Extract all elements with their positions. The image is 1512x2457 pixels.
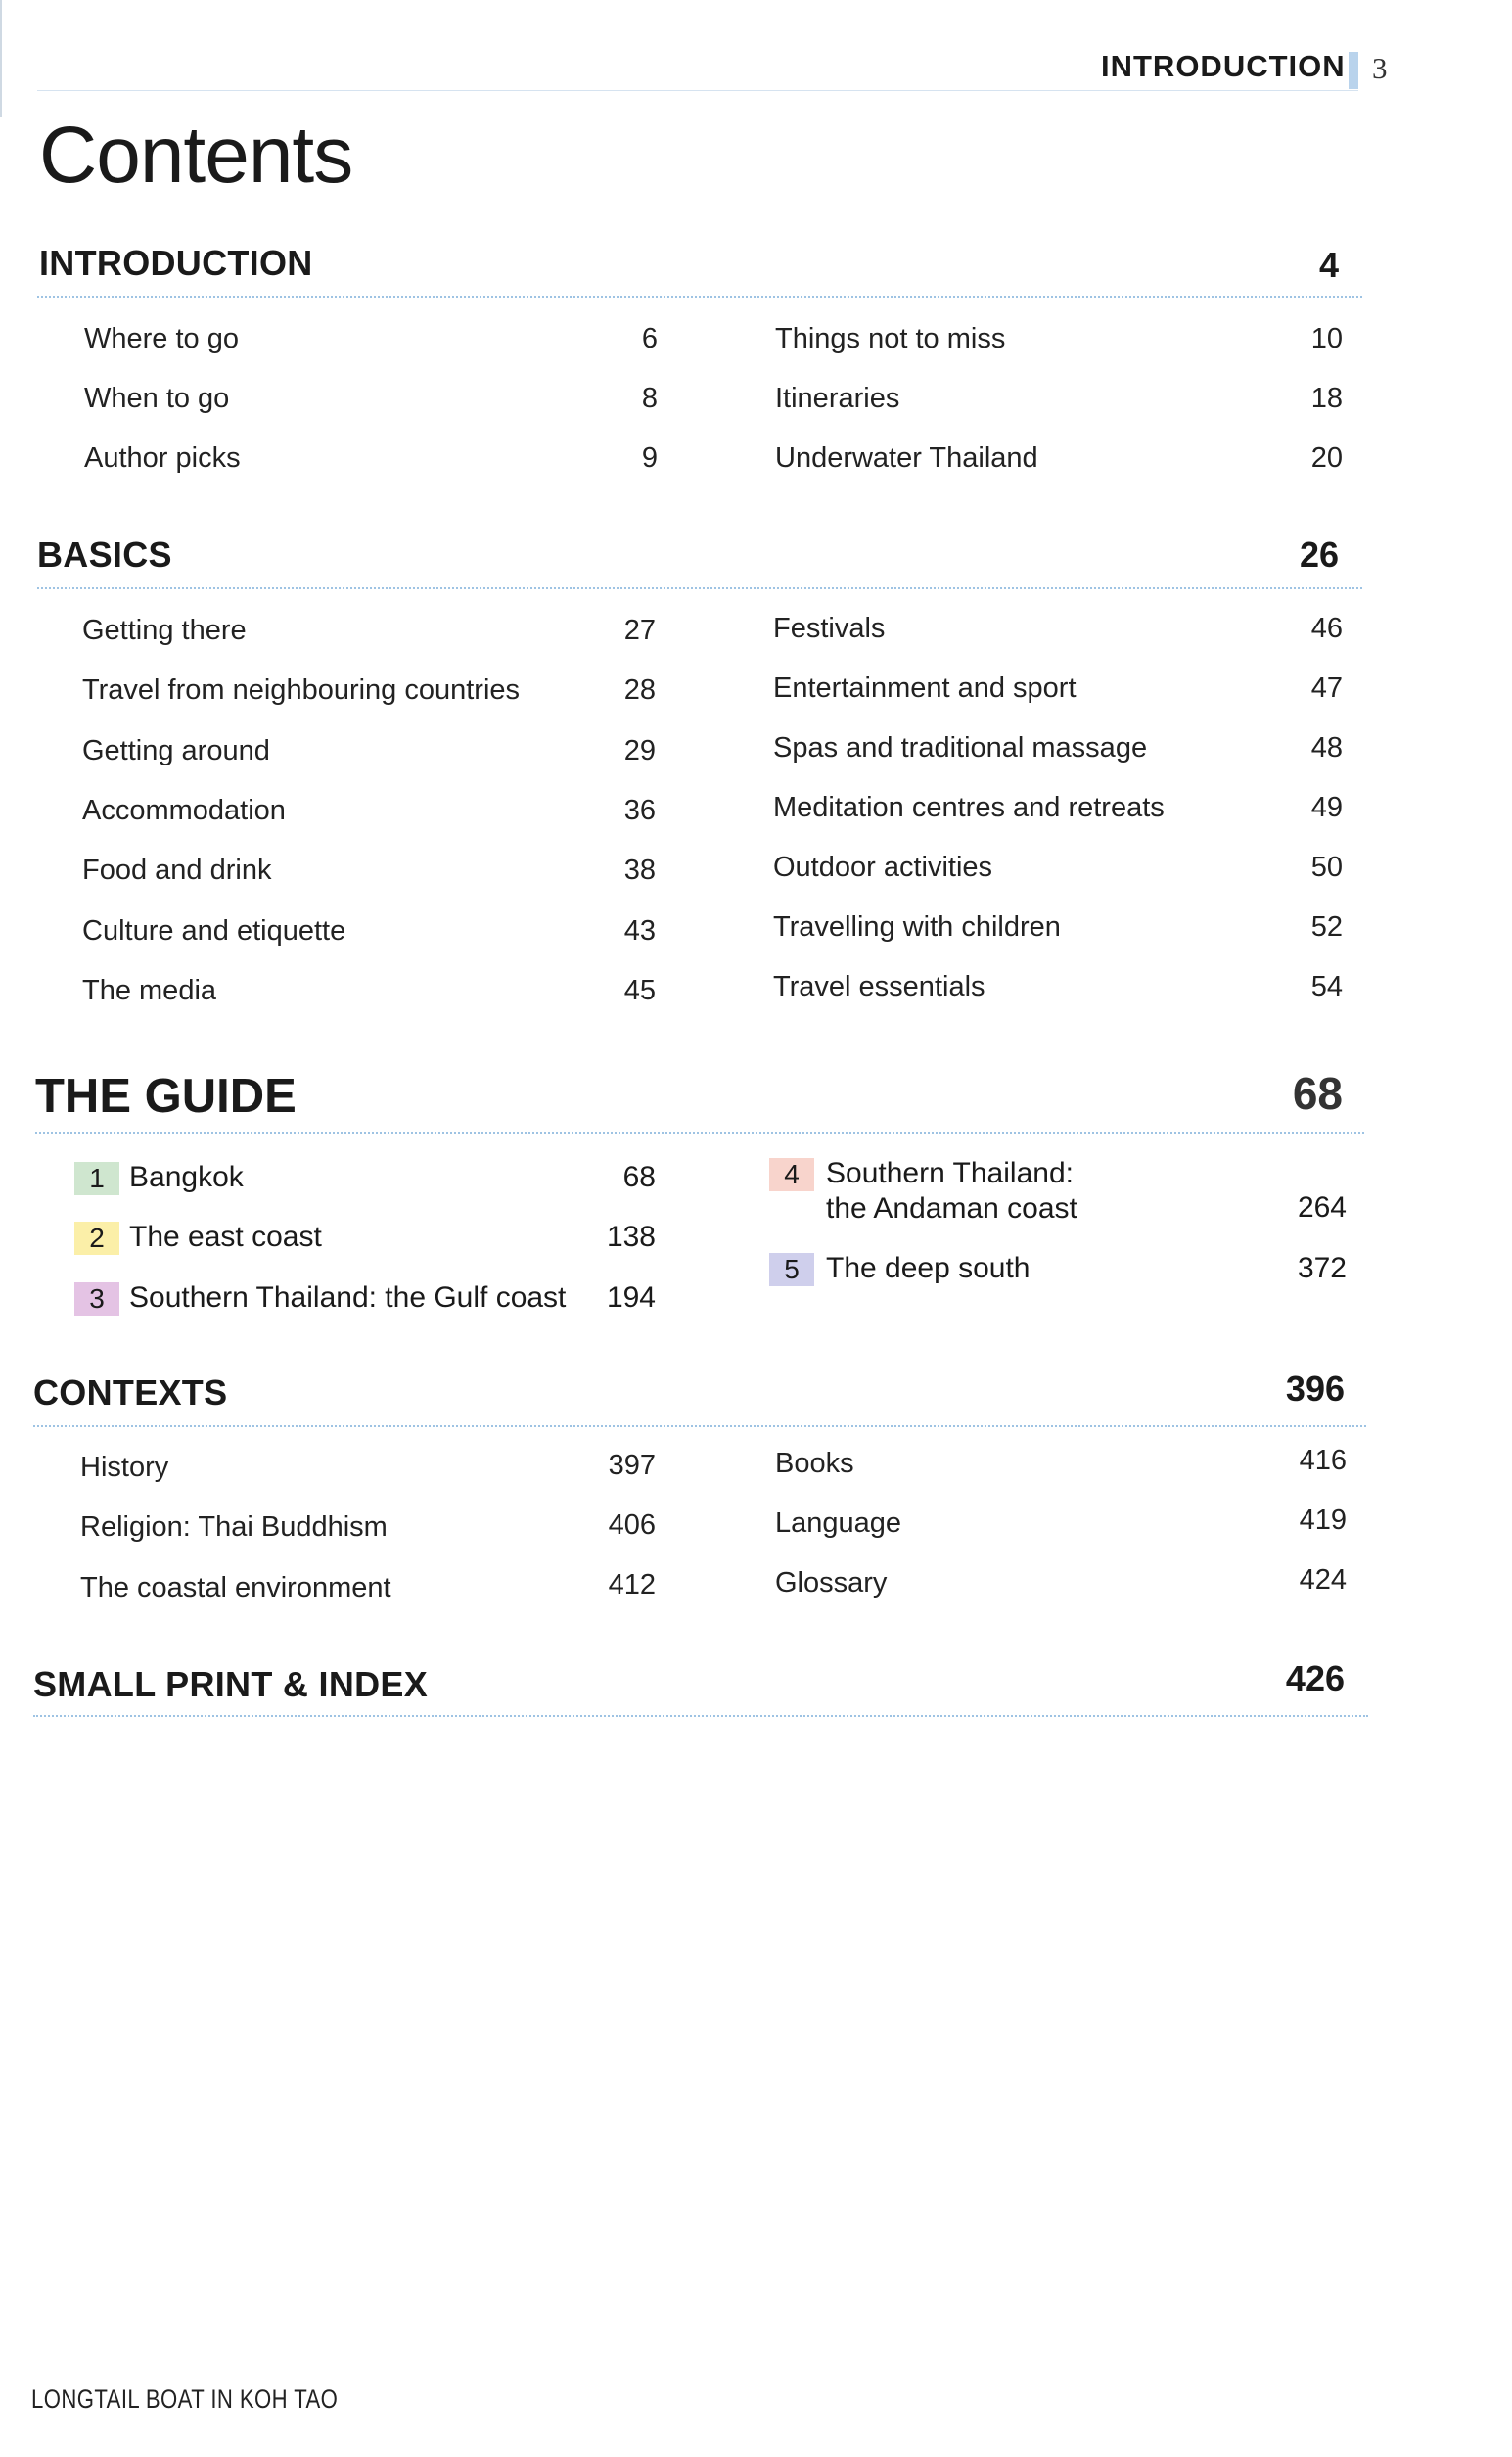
section-heading-introduction: INTRODUCTION (39, 243, 313, 283)
toc-page: 6 (641, 323, 658, 354)
toc-page: 424 (1299, 1564, 1347, 1596)
chapter-page: 68 (622, 1161, 656, 1193)
chapter-page: 194 (606, 1281, 656, 1314)
toc-entry[interactable]: Books (775, 1448, 854, 1479)
toc-entry[interactable]: Festivals (773, 613, 886, 644)
toc-entry[interactable]: Author picks (84, 442, 241, 474)
toc-entry[interactable]: Travelling with children (773, 911, 1061, 943)
section-heading-small-print: SMALL PRINT & INDEX (33, 1664, 429, 1704)
toc-page: 397 (608, 1450, 656, 1481)
toc-entry[interactable]: The coastal environment (80, 1572, 391, 1603)
toc-page: 20 (1310, 442, 1343, 474)
section-page-contexts: 396 (1285, 1368, 1345, 1409)
chapter-number-badge: 5 (769, 1253, 814, 1286)
section-rule (37, 296, 1362, 298)
toc-entry[interactable]: Outdoor activities (773, 852, 993, 883)
chapter-entry[interactable]: Bangkok (129, 1161, 244, 1193)
toc-entry[interactable]: Food and drink (82, 855, 272, 886)
toc-entry[interactable]: Spas and traditional massage (773, 732, 1148, 764)
section-page-basics: 26 (1299, 534, 1339, 575)
toc-page: 46 (1310, 613, 1343, 644)
section-rule (33, 1425, 1366, 1427)
section-rule (33, 1715, 1368, 1717)
toc-entry[interactable]: Where to go (84, 323, 239, 354)
section-heading-basics: BASICS (37, 534, 172, 575)
running-head-title: INTRODUCTION (1101, 49, 1346, 83)
toc-page: 9 (641, 442, 658, 474)
chapter-page: 138 (606, 1221, 656, 1253)
toc-page: 412 (608, 1569, 656, 1600)
toc-page: 10 (1310, 323, 1343, 354)
toc-page: 406 (608, 1509, 656, 1541)
toc-entry[interactable]: Culture and etiquette (82, 915, 346, 947)
section-heading-contexts: CONTEXTS (33, 1372, 228, 1413)
toc-entry[interactable]: Getting around (82, 735, 270, 766)
toc-page: 49 (1310, 792, 1343, 823)
page-title: Contents (39, 111, 353, 200)
toc-page: 29 (623, 735, 656, 766)
section-page-introduction: 4 (1318, 245, 1339, 285)
toc-page: 416 (1299, 1445, 1347, 1476)
running-head-page-number: 3 (1372, 51, 1388, 85)
toc-entry[interactable]: Meditation centres and retreats (773, 792, 1165, 823)
toc-entry[interactable]: Getting there (82, 615, 247, 646)
chapter-number-badge: 3 (74, 1282, 119, 1316)
toc-page: 47 (1310, 672, 1343, 704)
toc-page: 52 (1310, 911, 1343, 943)
chapter-number-badge: 2 (74, 1222, 119, 1255)
photo-caption: LONGTAIL BOAT IN KOH TAO (31, 2385, 339, 2414)
chapter-number-badge: 4 (769, 1158, 814, 1191)
toc-entry[interactable]: Travel from neighbouring countries (82, 674, 521, 706)
toc-page: 43 (623, 915, 656, 947)
section-rule (37, 587, 1362, 589)
chapter-page: 372 (1297, 1252, 1347, 1284)
chapter-page: 264 (1297, 1191, 1347, 1224)
toc-entry[interactable]: Travel essentials (773, 971, 985, 1002)
toc-entry[interactable]: Language (775, 1507, 902, 1539)
chapter-entry[interactable]: The deep south (826, 1252, 1031, 1284)
toc-entry[interactable]: Things not to miss (775, 323, 1006, 354)
toc-page: 48 (1310, 732, 1343, 764)
toc-entry[interactable]: Glossary (775, 1567, 888, 1599)
toc-page: 36 (623, 795, 656, 826)
top-rule (37, 90, 1358, 91)
toc-page: 18 (1310, 383, 1343, 414)
toc-entry[interactable]: When to go (84, 383, 230, 414)
toc-page: 419 (1299, 1505, 1347, 1536)
toc-page: 28 (623, 674, 656, 706)
chapter-entry[interactable]: Southern Thailand: the Gulf coast (129, 1281, 567, 1314)
page-edge (0, 0, 2, 117)
toc-page: 50 (1310, 852, 1343, 883)
toc-entry[interactable]: Religion: Thai Buddhism (80, 1511, 388, 1543)
toc-page: 8 (641, 383, 658, 414)
section-page-guide: 68 (1292, 1068, 1343, 1119)
toc-entry[interactable]: History (80, 1452, 169, 1483)
toc-entry[interactable]: Underwater Thailand (775, 442, 1038, 474)
toc-entry[interactable]: Itineraries (775, 383, 900, 414)
section-rule (35, 1132, 1364, 1134)
chapter-entry-line2[interactable]: the Andaman coast (826, 1192, 1077, 1225)
chapter-entry[interactable]: The east coast (129, 1221, 322, 1253)
toc-entry[interactable]: The media (82, 975, 217, 1006)
running-head-marker (1349, 52, 1358, 89)
chapter-number-badge: 1 (74, 1162, 119, 1195)
toc-entry[interactable]: Entertainment and sport (773, 672, 1077, 704)
toc-page: 27 (623, 615, 656, 646)
toc-page: 45 (623, 975, 656, 1006)
toc-page: 38 (623, 855, 656, 886)
toc-page: 54 (1310, 971, 1343, 1002)
section-page-small-print: 426 (1285, 1658, 1345, 1698)
section-heading-guide: THE GUIDE (35, 1070, 297, 1123)
chapter-entry-line1[interactable]: Southern Thailand: (826, 1157, 1074, 1189)
toc-entry[interactable]: Accommodation (82, 795, 286, 826)
